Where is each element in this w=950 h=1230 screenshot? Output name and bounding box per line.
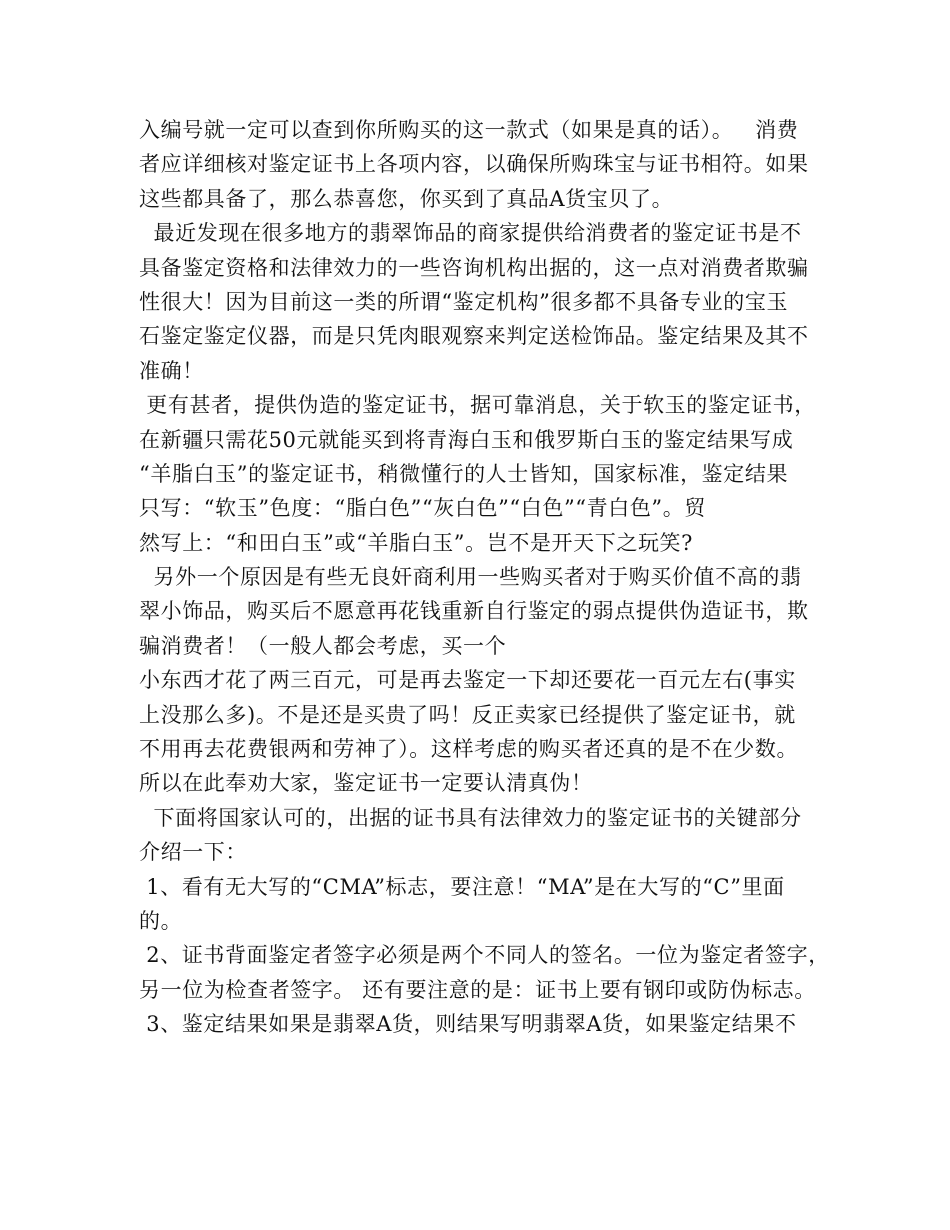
text-line: 1、看有无大写的“CMA”标志，要注意！“MA”是在大写的“C”里面 bbox=[139, 874, 785, 899]
text-line: 在新疆只需花50元就能买到将青海白玉和俄罗斯白玉的鉴定结果写成 bbox=[139, 427, 794, 452]
text-line: 者应详细核对鉴定证书上各项内容，以确保所购珠宝与证书相符。如果 bbox=[139, 152, 809, 177]
text-line: 2、证书背面鉴定者签字必须是两个不同人的签名。一位为鉴定者签字， bbox=[139, 943, 830, 968]
text-line: 不用再去花费银两和劳神了）。这样考虑的购买者还真的是不在少数。 bbox=[139, 737, 799, 762]
text-line: 骗消费者！（一般人都会考虑，买一个 bbox=[139, 633, 507, 658]
text-line: 翠小饰品，购买后不愿意再花钱重新自行鉴定的弱点提供伪造证书，欺 bbox=[139, 599, 809, 624]
text-line: 入编号就一定可以查到你所购买的这一款式（如果是真的话）。 消费 bbox=[139, 118, 799, 142]
text-line: 更有甚者，提供伪造的鉴定证书，据可靠消息，关于软玉的鉴定证书， bbox=[139, 393, 816, 418]
text-line: 只写：“软玉”色度：“脂白色”“灰白色”“白色”“青白色”。贸 bbox=[139, 496, 706, 521]
text-line: 这些都具备了，那么恭喜您，你买到了真品A货宝贝了。 bbox=[139, 186, 674, 211]
text-line: 石鉴定鉴定仪器，而是只凭肉眼观察来判定送检饰品。鉴定结果及其不 bbox=[139, 324, 809, 349]
body-text bbox=[139, 113, 829, 1042]
text-line: 介绍一下： bbox=[139, 840, 247, 865]
text-line: 具备鉴定资格和法律效力的一些咨询机构出据的，这一点对消费者欺骗 bbox=[139, 255, 809, 280]
text-line: 小东西才花了两三百元，可是再去鉴定一下却还要花一百元左右(事实 bbox=[139, 668, 796, 693]
text-line: 所以在此奉劝大家，鉴定证书一定要认清真伪！ bbox=[139, 771, 593, 796]
text-line: 的。 bbox=[139, 908, 183, 933]
text-line: 性很大！因为目前这一类的所谓“鉴定机构”很多都不具备专业的宝玉 bbox=[139, 289, 789, 314]
text-line: 另一位为检查者签字。 还有要注意的是：证书上要有钢印或防伪标志。 bbox=[139, 977, 816, 1002]
text-line: 下面将国家认可的，出据的证书具有法律效力的鉴定证书的关键部分 bbox=[139, 805, 802, 830]
text-line: 上没那么多)。不是还是买贵了吗！反正卖家已经提供了鉴定证书，就 bbox=[139, 702, 796, 727]
text-line: “羊脂白玉”的鉴定证书，稍微懂行的人士皆知，国家标准，鉴定结果 bbox=[139, 461, 789, 486]
text-line: 另外一个原因是有些无良奸商利用一些购买者对于购买价值不高的翡 bbox=[139, 565, 802, 590]
text-line: 然写上：“和田白玉”或“羊脂白玉”。岂不是开天下之玩笑? bbox=[139, 530, 693, 555]
text-line: 3、鉴定结果如果是翡翠A货，则结果写明翡翠A货，如果鉴定结果不 bbox=[139, 1012, 797, 1037]
text-line: 准确！ bbox=[139, 358, 204, 383]
text-line: 最近发现在很多地方的翡翠饰品的商家提供给消费者的鉴定证书是不 bbox=[139, 221, 802, 246]
